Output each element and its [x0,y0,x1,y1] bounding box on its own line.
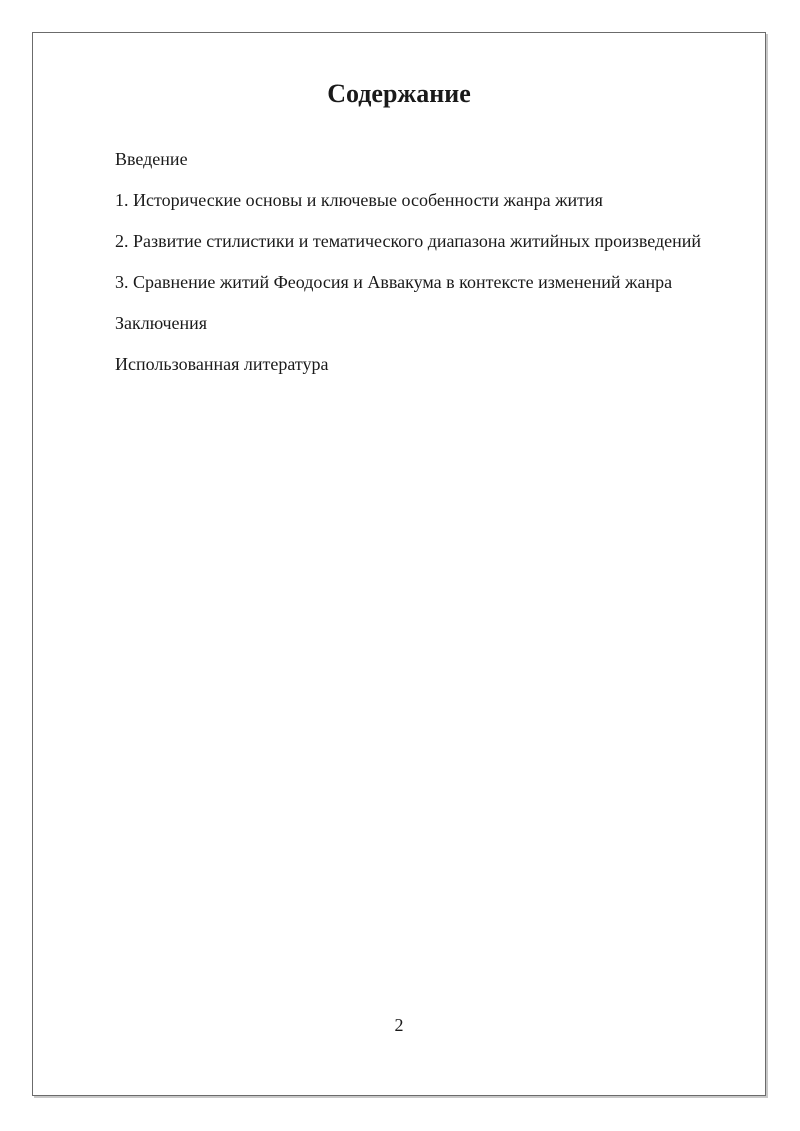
toc-item-introduction: Введение [115,149,188,169]
page-title: Содержание [327,79,471,108]
page-number: 2 [394,1015,404,1035]
toc-item-chapter-1: 1. Исторические основы и ключевые особенности жанра жития [115,190,603,210]
toc-item-bibliography: Использованная литература [115,354,329,374]
toc-item-chapter-2: 2. Развитие стилистики и тематического диапазона житийных произведений [115,231,702,251]
table-of-contents [115,147,701,393]
document-page [32,32,766,1096]
toc-item-conclusion: Заключения [115,313,208,333]
toc-item-chapter-3: 3. Сравнение житий Феодосия и Аввакума в контексте изменений жанра [115,272,673,292]
